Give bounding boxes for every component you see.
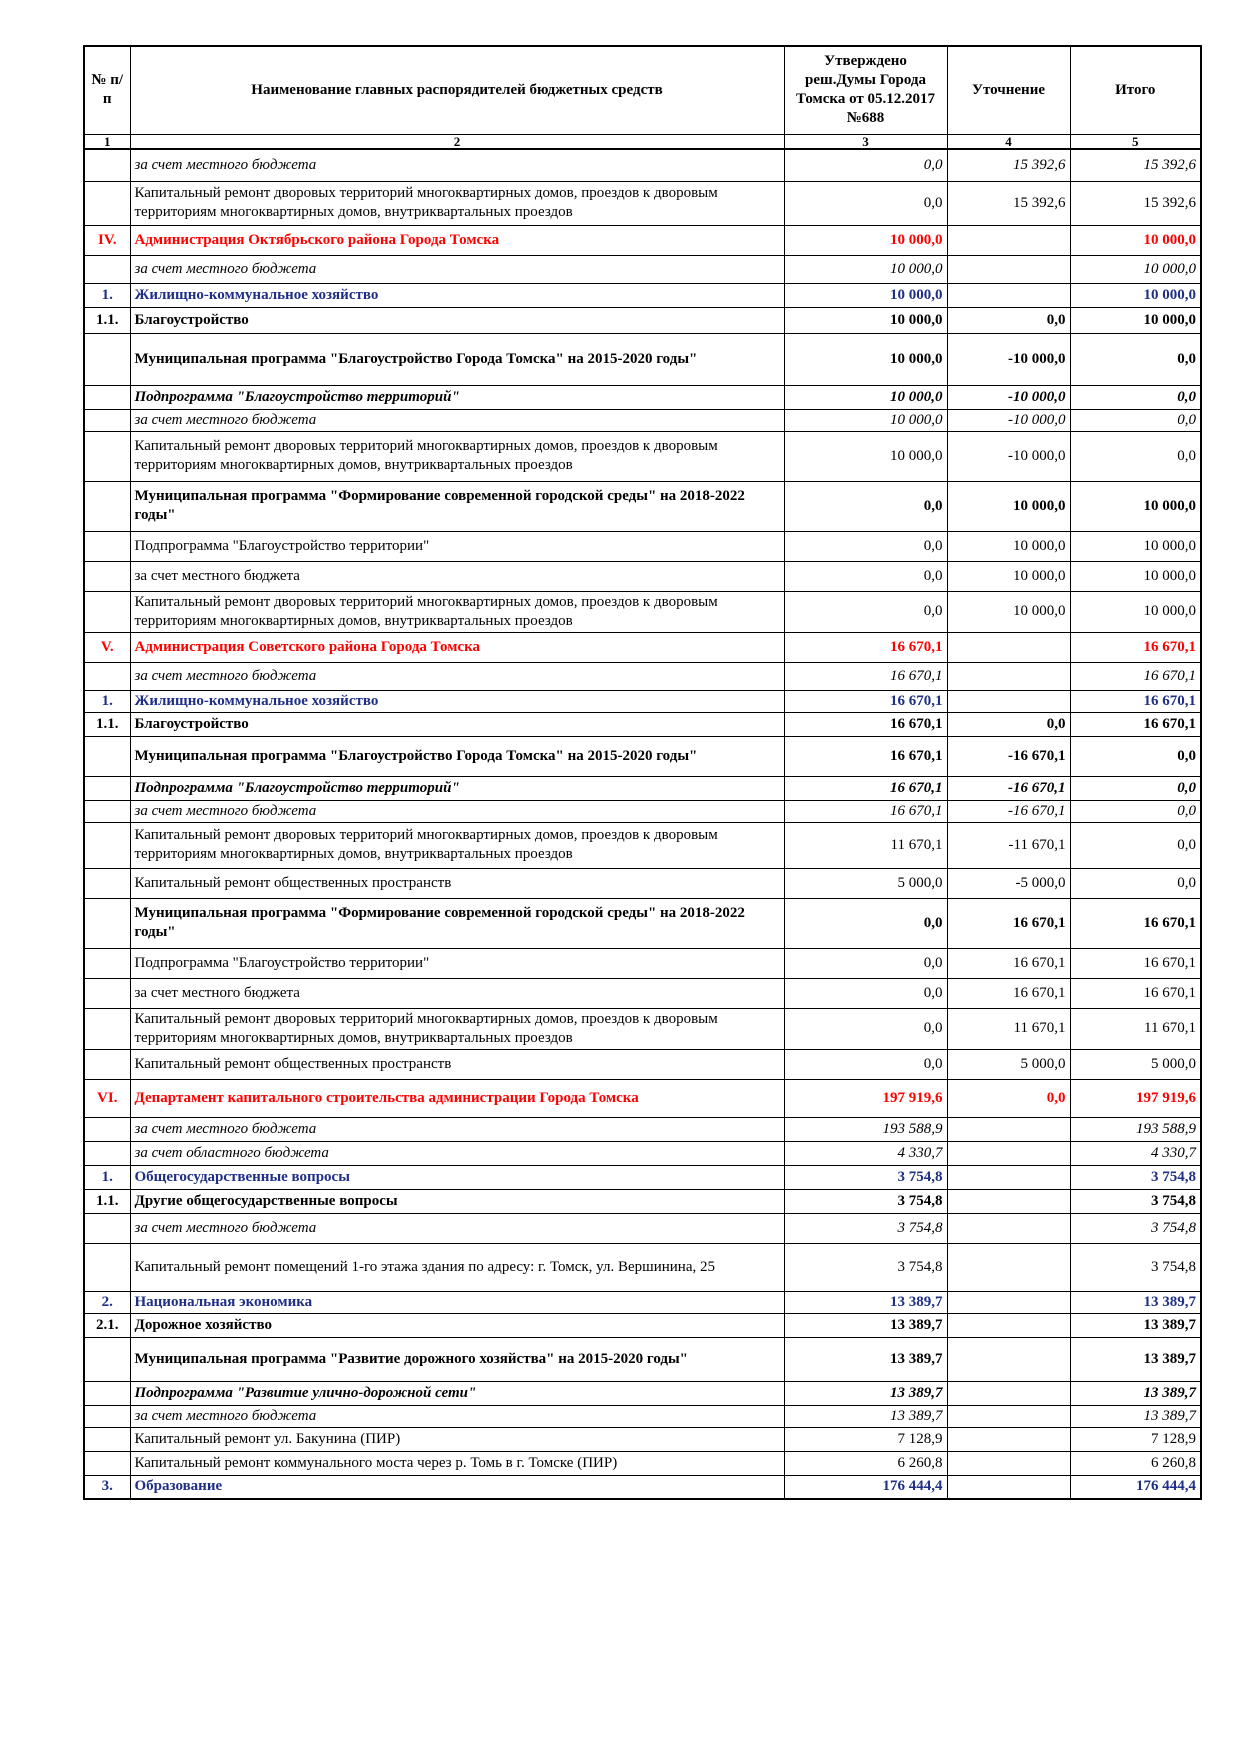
row-change: 16 670,1 (947, 948, 1070, 978)
row-approved: 13 389,7 (784, 1291, 947, 1313)
row-change: 0,0 (947, 1079, 1070, 1117)
row-name: за счет местного бюджета (130, 978, 784, 1008)
row-name: Муниципальная программа "Благоустройство Города Томска" на 2015-2020 годы" (130, 333, 784, 385)
table-row (84, 1427, 1201, 1451)
row-approved: 16 670,1 (784, 712, 947, 736)
row-change (947, 1451, 1070, 1475)
row-change: -5 000,0 (947, 868, 1070, 898)
row-total: 10 000,0 (1070, 481, 1201, 531)
row-total: 0,0 (1070, 822, 1201, 868)
row-name: за счет местного бюджета (130, 561, 784, 591)
row-name: за счет местного бюджета (130, 409, 784, 431)
table-row (84, 1079, 1201, 1117)
row-change (947, 283, 1070, 307)
row-name: за счет местного бюджета (130, 255, 784, 283)
row-number (84, 409, 130, 431)
row-approved: 10 000,0 (784, 307, 947, 333)
row-number (84, 531, 130, 561)
row-number (84, 431, 130, 481)
row-change (947, 1117, 1070, 1141)
row-name: Благоустройство (130, 307, 784, 333)
row-number (84, 1451, 130, 1475)
row-total: 10 000,0 (1070, 283, 1201, 307)
row-approved: 3 754,8 (784, 1213, 947, 1243)
row-approved: 16 670,1 (784, 776, 947, 800)
row-change: -10 000,0 (947, 431, 1070, 481)
row-total: 10 000,0 (1070, 591, 1201, 632)
row-change: 0,0 (947, 712, 1070, 736)
row-number: 3. (84, 1475, 130, 1499)
row-name: Капитальный ремонт дворовых территорий многоквартирных домов, проездов к дворовым территориям многоквартирных домов, внутриквартальных проездов (130, 181, 784, 225)
row-name: Капитальный ремонт коммунального моста через р. Томь в г. Томске (ПИР) (130, 1451, 784, 1475)
table-row (84, 978, 1201, 1008)
row-total: 3 754,8 (1070, 1189, 1201, 1213)
row-approved: 16 670,1 (784, 690, 947, 712)
row-change (947, 1189, 1070, 1213)
row-number (84, 333, 130, 385)
row-change: 11 670,1 (947, 1008, 1070, 1049)
table-row (84, 481, 1201, 531)
row-name: Подпрограмма "Благоустройство территории" (130, 948, 784, 978)
row-number: IV. (84, 225, 130, 255)
row-number (84, 1141, 130, 1165)
row-approved: 0,0 (784, 978, 947, 1008)
row-approved: 0,0 (784, 898, 947, 948)
table-row (84, 307, 1201, 333)
row-approved: 0,0 (784, 561, 947, 591)
row-total: 0,0 (1070, 800, 1201, 822)
table-row (84, 591, 1201, 632)
table-body (84, 149, 1201, 1499)
row-name: за счет местного бюджета (130, 662, 784, 690)
row-approved: 197 919,6 (784, 1079, 947, 1117)
row-total: 5 000,0 (1070, 1049, 1201, 1079)
row-name: Капитальный ремонт дворовых территорий многоквартирных домов, проездов к дворовым территориям многоквартирных домов, внутриквартальных проездов (130, 431, 784, 481)
table-row (84, 948, 1201, 978)
row-change: -16 670,1 (947, 776, 1070, 800)
row-approved: 5 000,0 (784, 868, 947, 898)
row-change (947, 1141, 1070, 1165)
row-total: 0,0 (1070, 385, 1201, 409)
row-name: Капитальный ремонт ул. Бакунина (ПИР) (130, 1427, 784, 1451)
row-change (947, 1243, 1070, 1291)
row-number (84, 481, 130, 531)
row-name: Жилищно-коммунальное хозяйство (130, 690, 784, 712)
row-total: 16 670,1 (1070, 632, 1201, 662)
row-name: Администрация Советского района Города Томска (130, 632, 784, 662)
header-num: № п/п (84, 46, 130, 134)
row-total: 11 670,1 (1070, 1008, 1201, 1049)
row-approved: 10 000,0 (784, 255, 947, 283)
row-name: за счет местного бюджета (130, 149, 784, 181)
row-change: 10 000,0 (947, 531, 1070, 561)
row-approved: 10 000,0 (784, 409, 947, 431)
table-row (84, 181, 1201, 225)
row-name: Муниципальная программа "Формирование современной городской среды" на 2018-2022 годы" (130, 481, 784, 531)
row-name: Капитальный ремонт общественных пространств (130, 1049, 784, 1079)
row-total: 0,0 (1070, 333, 1201, 385)
table-row (84, 736, 1201, 776)
row-number (84, 1243, 130, 1291)
row-change: 10 000,0 (947, 561, 1070, 591)
row-change (947, 1165, 1070, 1189)
row-change: 0,0 (947, 307, 1070, 333)
row-change: 15 392,6 (947, 149, 1070, 181)
table-row (84, 822, 1201, 868)
row-number (84, 181, 130, 225)
row-total: 6 260,8 (1070, 1451, 1201, 1475)
row-number (84, 149, 130, 181)
col-number: 3 (784, 134, 947, 149)
row-change: -10 000,0 (947, 385, 1070, 409)
row-approved: 3 754,8 (784, 1165, 947, 1189)
row-total: 3 754,8 (1070, 1165, 1201, 1189)
table-row (84, 690, 1201, 712)
col-number: 2 (130, 134, 784, 149)
row-approved: 0,0 (784, 591, 947, 632)
row-number (84, 1381, 130, 1405)
row-name: Образование (130, 1475, 784, 1499)
row-change (947, 1475, 1070, 1499)
row-approved: 0,0 (784, 531, 947, 561)
row-total: 13 389,7 (1070, 1291, 1201, 1313)
row-number (84, 255, 130, 283)
row-change (947, 1337, 1070, 1381)
col-number: 5 (1070, 134, 1201, 149)
row-name: за счет областного бюджета (130, 1141, 784, 1165)
table-row (84, 1381, 1201, 1405)
row-approved: 3 754,8 (784, 1189, 947, 1213)
row-total: 7 128,9 (1070, 1427, 1201, 1451)
row-total: 10 000,0 (1070, 561, 1201, 591)
row-number: 1.1. (84, 712, 130, 736)
row-total: 4 330,7 (1070, 1141, 1201, 1165)
row-name: Капитальный ремонт общественных пространств (130, 868, 784, 898)
table-row (84, 776, 1201, 800)
row-approved: 16 670,1 (784, 800, 947, 822)
row-name: Другие общегосударственные вопросы (130, 1189, 784, 1213)
row-number (84, 1049, 130, 1079)
row-change: 5 000,0 (947, 1049, 1070, 1079)
row-number (84, 1337, 130, 1381)
row-name: Капитальный ремонт дворовых территорий многоквартирных домов, проездов к дворовым территориям многоквартирных домов, внутриквартальных проездов (130, 822, 784, 868)
row-approved: 6 260,8 (784, 1451, 947, 1475)
row-name: Жилищно-коммунальное хозяйство (130, 283, 784, 307)
row-name: за счет местного бюджета (130, 1213, 784, 1243)
table-row (84, 868, 1201, 898)
row-number (84, 800, 130, 822)
table-row (84, 1475, 1201, 1499)
table-row (84, 632, 1201, 662)
row-approved: 16 670,1 (784, 662, 947, 690)
row-approved: 16 670,1 (784, 736, 947, 776)
row-approved: 13 389,7 (784, 1313, 947, 1337)
row-approved: 13 389,7 (784, 1405, 947, 1427)
row-change (947, 255, 1070, 283)
row-approved: 10 000,0 (784, 225, 947, 255)
row-change (947, 1427, 1070, 1451)
table-row (84, 531, 1201, 561)
row-name: Подпрограмма "Развитие улично-дорожной сети" (130, 1381, 784, 1405)
table-row (84, 333, 1201, 385)
table-row (84, 1141, 1201, 1165)
table-row (84, 385, 1201, 409)
row-number (84, 822, 130, 868)
row-approved: 176 444,4 (784, 1475, 947, 1499)
row-change: -10 000,0 (947, 333, 1070, 385)
row-change: 16 670,1 (947, 898, 1070, 948)
row-total: 13 389,7 (1070, 1381, 1201, 1405)
row-approved: 0,0 (784, 948, 947, 978)
row-number (84, 385, 130, 409)
row-number: 1. (84, 690, 130, 712)
budget-table (83, 45, 1202, 1500)
row-number: VI. (84, 1079, 130, 1117)
row-number (84, 868, 130, 898)
row-total: 0,0 (1070, 736, 1201, 776)
header-change: Уточнение (947, 46, 1070, 134)
header-approved: Утверждено реш.Думы Города Томска от 05.12.2017 №688 (784, 46, 947, 134)
row-approved: 13 389,7 (784, 1337, 947, 1381)
table-row (84, 149, 1201, 181)
row-change (947, 1381, 1070, 1405)
row-total: 3 754,8 (1070, 1243, 1201, 1291)
row-approved: 10 000,0 (784, 431, 947, 481)
table-row (84, 1117, 1201, 1141)
row-total: 15 392,6 (1070, 149, 1201, 181)
row-approved: 193 588,9 (784, 1117, 947, 1141)
table-row (84, 1049, 1201, 1079)
row-number (84, 736, 130, 776)
table-row (84, 1008, 1201, 1049)
row-number (84, 1405, 130, 1427)
row-total: 197 919,6 (1070, 1079, 1201, 1117)
row-change: -11 670,1 (947, 822, 1070, 868)
table-row (84, 800, 1201, 822)
row-name: Капитальный ремонт дворовых территорий многоквартирных домов, проездов к дворовым территориям многоквартирных домов, внутриквартальных проездов (130, 1008, 784, 1049)
row-total: 10 000,0 (1070, 531, 1201, 561)
row-approved: 0,0 (784, 149, 947, 181)
row-name: Дорожное хозяйство (130, 1313, 784, 1337)
row-total: 16 670,1 (1070, 712, 1201, 736)
row-approved: 4 330,7 (784, 1141, 947, 1165)
table-row (84, 662, 1201, 690)
row-change: 16 670,1 (947, 978, 1070, 1008)
row-number: 1. (84, 1165, 130, 1189)
table-row (84, 1313, 1201, 1337)
row-approved: 16 670,1 (784, 632, 947, 662)
row-number (84, 591, 130, 632)
row-name: Национальная экономика (130, 1291, 784, 1313)
table-row (84, 255, 1201, 283)
row-approved: 0,0 (784, 1008, 947, 1049)
row-number: 1.1. (84, 1189, 130, 1213)
row-number (84, 1008, 130, 1049)
row-change (947, 1405, 1070, 1427)
row-number: 1. (84, 283, 130, 307)
row-approved: 13 389,7 (784, 1381, 947, 1405)
table-row (84, 898, 1201, 948)
row-total: 0,0 (1070, 868, 1201, 898)
table-row (84, 225, 1201, 255)
row-change: 10 000,0 (947, 591, 1070, 632)
row-name: Подпрограмма "Благоустройство территорий" (130, 776, 784, 800)
row-name: Подпрограмма "Благоустройство территории" (130, 531, 784, 561)
row-total: 0,0 (1070, 409, 1201, 431)
row-number (84, 561, 130, 591)
row-number: 1.1. (84, 307, 130, 333)
row-change (947, 690, 1070, 712)
row-name: Муниципальная программа "Развитие дорожного хозяйства" на 2015-2020 годы" (130, 1337, 784, 1381)
col-number: 4 (947, 134, 1070, 149)
table-row (84, 712, 1201, 736)
table-row (84, 1451, 1201, 1475)
header-total: Итого (1070, 46, 1201, 134)
row-approved: 3 754,8 (784, 1243, 947, 1291)
row-total: 176 444,4 (1070, 1475, 1201, 1499)
row-total: 0,0 (1070, 431, 1201, 481)
row-name: Департамент капитального строительства администрации Города Томска (130, 1079, 784, 1117)
row-name: Капитальный ремонт помещений 1-го этажа здания по адресу: г. Томск, ул. Вершинина, 25 (130, 1243, 784, 1291)
table-row (84, 1291, 1201, 1313)
row-total: 13 389,7 (1070, 1405, 1201, 1427)
row-change: 15 392,6 (947, 181, 1070, 225)
row-number (84, 1117, 130, 1141)
row-name: Администрация Октябрьского района Города Томска (130, 225, 784, 255)
row-change: 10 000,0 (947, 481, 1070, 531)
row-change (947, 662, 1070, 690)
row-number (84, 1427, 130, 1451)
row-change: -16 670,1 (947, 736, 1070, 776)
header-row (84, 46, 1201, 134)
row-number (84, 978, 130, 1008)
table-row (84, 1213, 1201, 1243)
row-number: 2. (84, 1291, 130, 1313)
row-total: 193 588,9 (1070, 1117, 1201, 1141)
table-row (84, 1165, 1201, 1189)
row-total: 16 670,1 (1070, 898, 1201, 948)
row-name: Общегосударственные вопросы (130, 1165, 784, 1189)
row-number (84, 1213, 130, 1243)
row-change (947, 632, 1070, 662)
table-row (84, 283, 1201, 307)
row-name: Подпрограмма "Благоустройство территорий" (130, 385, 784, 409)
row-change (947, 1313, 1070, 1337)
row-total: 15 392,6 (1070, 181, 1201, 225)
table-row (84, 561, 1201, 591)
row-name: Муниципальная программа "Формирование современной городской среды" на 2018-2022 годы" (130, 898, 784, 948)
row-name: Муниципальная программа "Благоустройство Города Томска" на 2015-2020 годы" (130, 736, 784, 776)
row-approved: 10 000,0 (784, 283, 947, 307)
row-approved: 0,0 (784, 181, 947, 225)
row-number (84, 776, 130, 800)
row-number: 2.1. (84, 1313, 130, 1337)
row-total: 16 670,1 (1070, 978, 1201, 1008)
row-change: -16 670,1 (947, 800, 1070, 822)
col-number: 1 (84, 134, 130, 149)
row-total: 13 389,7 (1070, 1313, 1201, 1337)
row-change (947, 1291, 1070, 1313)
table-row (84, 431, 1201, 481)
table-row (84, 1243, 1201, 1291)
row-approved: 11 670,1 (784, 822, 947, 868)
row-change (947, 225, 1070, 255)
header-name: Наименование главных распорядителей бюджетных средств (130, 46, 784, 134)
row-approved: 0,0 (784, 1049, 947, 1079)
row-name: за счет местного бюджета (130, 800, 784, 822)
table-row (84, 409, 1201, 431)
table-row (84, 1337, 1201, 1381)
table-row (84, 1189, 1201, 1213)
row-number (84, 898, 130, 948)
row-number: V. (84, 632, 130, 662)
row-total: 10 000,0 (1070, 307, 1201, 333)
row-approved: 7 128,9 (784, 1427, 947, 1451)
row-change (947, 1213, 1070, 1243)
row-total: 13 389,7 (1070, 1337, 1201, 1381)
row-total: 3 754,8 (1070, 1213, 1201, 1243)
row-approved: 10 000,0 (784, 385, 947, 409)
row-change: -10 000,0 (947, 409, 1070, 431)
row-total: 16 670,1 (1070, 662, 1201, 690)
row-total: 10 000,0 (1070, 255, 1201, 283)
row-number (84, 948, 130, 978)
row-total: 16 670,1 (1070, 690, 1201, 712)
row-approved: 10 000,0 (784, 333, 947, 385)
row-name: Капитальный ремонт дворовых территорий многоквартирных домов, проездов к дворовым территориям многоквартирных домов, внутриквартальных проездов (130, 591, 784, 632)
row-approved: 0,0 (784, 481, 947, 531)
row-total: 16 670,1 (1070, 948, 1201, 978)
table-row (84, 1405, 1201, 1427)
row-name: Благоустройство (130, 712, 784, 736)
row-total: 0,0 (1070, 776, 1201, 800)
column-number-row (84, 134, 1201, 149)
row-total: 10 000,0 (1070, 225, 1201, 255)
row-number (84, 662, 130, 690)
row-name: за счет местного бюджета (130, 1405, 784, 1427)
row-name: за счет местного бюджета (130, 1117, 784, 1141)
